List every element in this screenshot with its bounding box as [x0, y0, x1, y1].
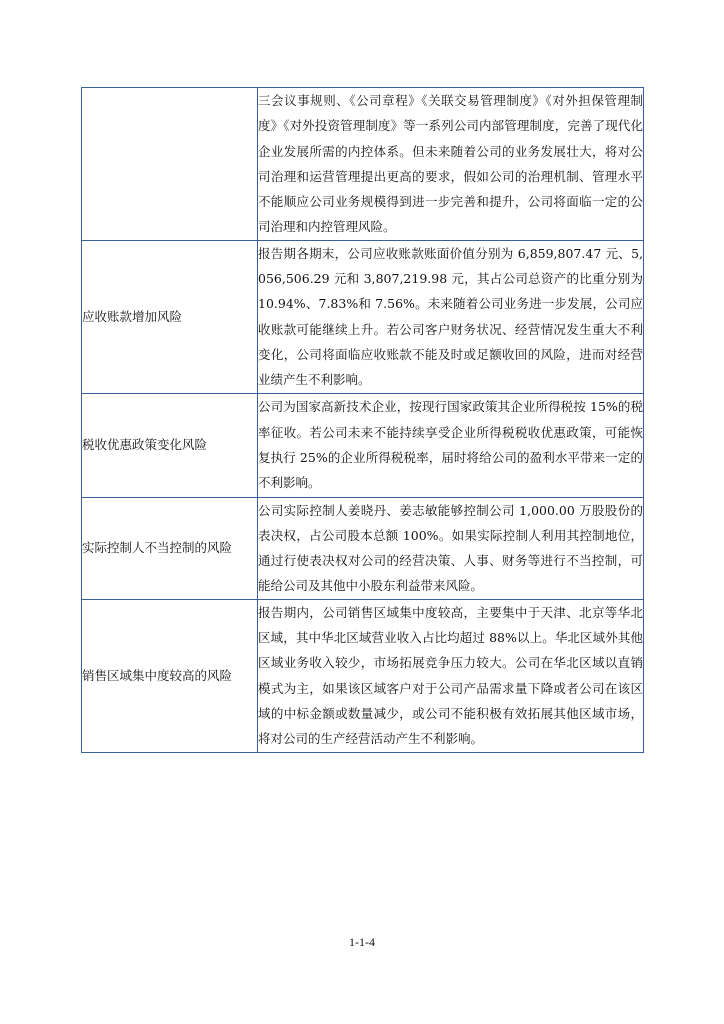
risk-table	[81, 87, 644, 753]
page-number: 1-1-4	[349, 935, 375, 949]
risk-name-cell: 应收账款增加风险	[82, 240, 258, 393]
table-row	[82, 599, 644, 752]
table-row	[82, 240, 644, 393]
risk-description-cell: 报告期各期末，公司应收账款账面价值分别为 6,859,807.47 元、5,056,506.29 元和 3,807,219.98 元，其占公司总资产的比重分别为 10.94%、7.83%和 7.56%。未来随着公司业务进一步发展，公司应收账款可能继续上升。若公司客户财务状况、经营情况发生重大不利变化，公司将面临应收账款不能及时或足额收回的风险，进而对经营业绩产生不利影响。	[258, 240, 644, 393]
risk-description-cell: 公司实际控制人姜晓丹、姜志敏能够控制公司 1,000.00 万股股份的表决权，占公司股本总额 100%。如果实际控制人利用其控制地位，通过行使表决权对公司的经营决策、人事、财务等进行不当控制，可能给公司及其他中小股东利益带来风险。	[258, 497, 644, 599]
risk-name-cell: 税收优惠政策变化风险	[82, 393, 258, 497]
risk-description-cell: 报告期内，公司销售区域集中度较高，主要集中于天津、北京等华北区域，其中华北区域营业收入占比均超过 88%以上。华北区域外其他区域业务收入较少，市场拓展竞争压力较大。公司在华北区域以直销模式为主，如果该区域客户对于公司产品需求量下降或者公司在该区域的中标金额或数量减少，或公司不能积极有效拓展其他区域市场，将对公司的生产经营活动产生不利影响。	[258, 599, 644, 752]
table-row	[82, 88, 644, 241]
risk-name-cell: 销售区域集中度较高的风险	[82, 599, 258, 752]
table-row	[82, 393, 644, 497]
risk-name-cell	[82, 88, 258, 241]
table-row	[82, 497, 644, 599]
risk-description-cell: 公司为国家高新技术企业，按现行国家政策其企业所得税按 15%的税率征收。若公司未来不能持续享受企业所得税税收优惠政策，可能恢复执行 25%的企业所得税税率，届时将给公司的盈利水平带来一定的不利影响。	[258, 393, 644, 497]
risk-name-cell: 实际控制人不当控制的风险	[82, 497, 258, 599]
risk-description-cell: 三会议事规则、《公司章程》《关联交易管理制度》《对外担保管理制度》《对外投资管理制度》等一系列公司内部管理制度，完善了现代化企业发展所需的内控体系。但未来随着公司的业务发展壮大，将对公司治理和运营管理提出更高的要求，假如公司的治理机制、管理水平不能顺应公司业务规模得到进一步完善和提升，公司将面临一定的公司治理和内控管理风险。	[258, 88, 644, 241]
